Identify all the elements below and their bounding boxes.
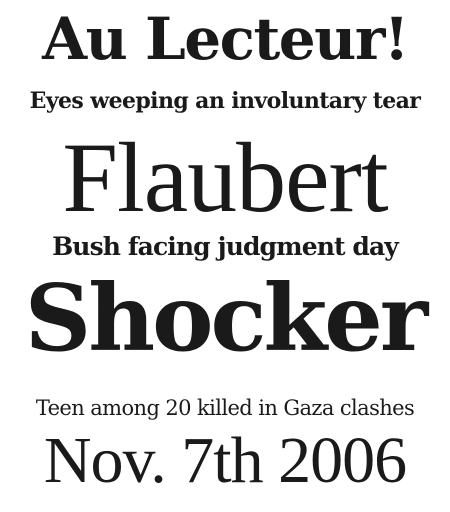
headline-shocker (0, 264, 450, 372)
headline-shocker-text: Shocker (24, 264, 426, 372)
subline-teen-among (0, 398, 450, 419)
headline-flaubert-text: Flaubert (62, 122, 388, 233)
headline-date (0, 424, 450, 497)
subline-bush-facing (0, 234, 450, 259)
headline-au-lecteur (0, 5, 450, 73)
subline-teen-among-text: Teen among 20 killed in Gaza clashes (35, 396, 415, 420)
headline-flaubert (0, 122, 450, 233)
subline-bush-facing-text: Bush facing judgment day (52, 232, 398, 261)
headline-date-text: Nov. 7th 2006 (43, 424, 407, 497)
headline-au-lecteur-text: Au Lecteur! (42, 5, 408, 73)
subline-eyes-weeping (0, 90, 450, 112)
subline-eyes-weeping-text: Eyes weeping an involuntary tear (29, 88, 421, 114)
